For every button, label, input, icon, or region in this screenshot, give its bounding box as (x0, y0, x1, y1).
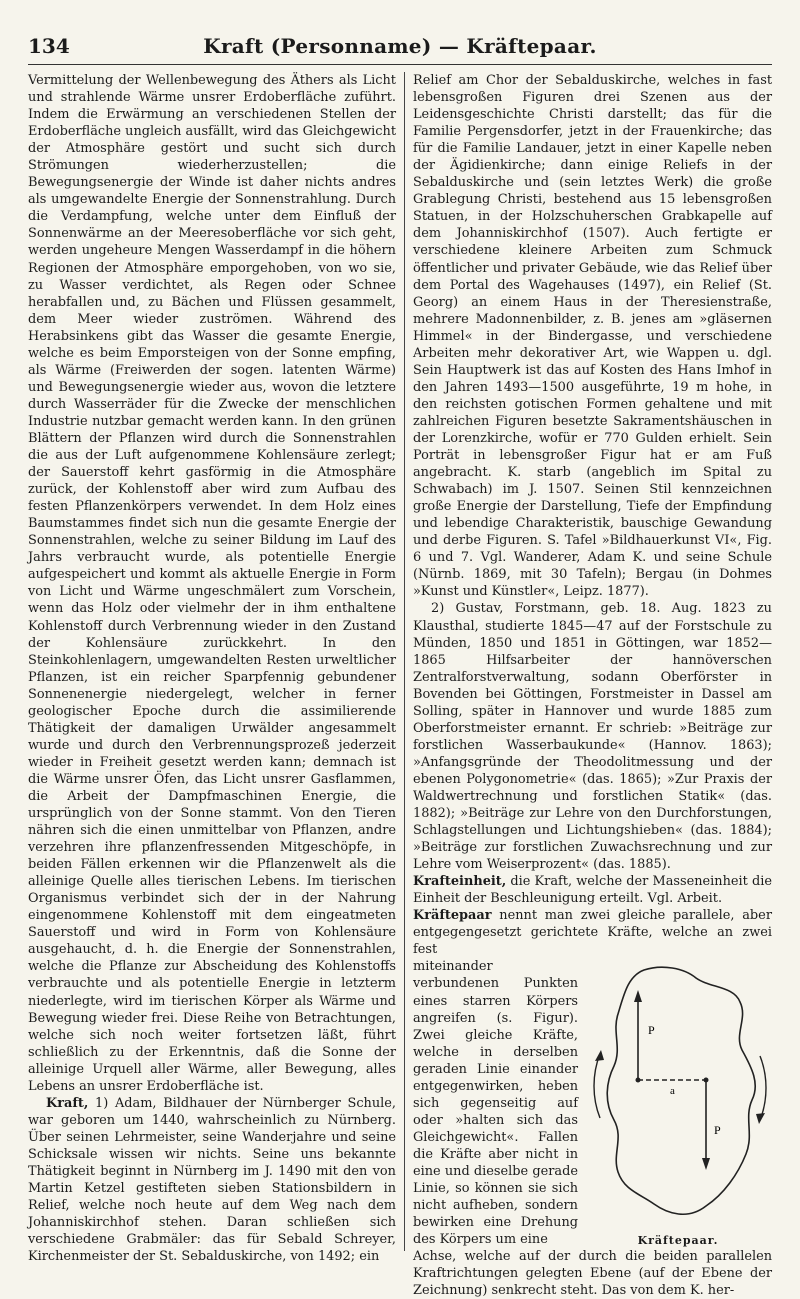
figure-caption: Kräftepaar. (637, 1234, 719, 1248)
krafteinheit-text: die Kraft, welche der Masseneinheit die Einheit der Beschleunigung erteilt. Vgl. Arbeit. (413, 874, 772, 907)
label-p-lower: P (714, 1123, 721, 1138)
left-column (28, 72, 396, 1265)
kraeftepaar-wrapped-text: miteinander verbundenen Punkten eines starren Körpers angreifen (s. Figur). Zwei gleiche Kräfte, welche in derselben geraden Linie einander entgegenwirken, heben sich gegenseitig auf oder »halten sich das Gleichgewicht«. Fallen die Kräfte aber nicht in eine und dieselbe gerade Linie, so können sie sich nicht aufheben, sondern bewirken eine Drehung des Körpers um eine (413, 959, 578, 1248)
point-lower (704, 1078, 709, 1083)
energy-paragraph: Vermittelung der Wellenbewegung des Äthers als Licht und strahlende Wärme unsrer Erdoberfläche zuführt. Indem die Erwärmung an verschiedenen Stellen der Erdoberfläche ungleich ausfällt, wird das Gleichgewicht der Atmosphäre gestört und sucht sich durch Strömungen wiederherzustellen; die Bewegungsenergie der Winde ist daher nichts andres als umgewandelte Energie der Sonnenstrahlung. Durch die Verdampfung, welche unter dem Einfluß der Sonnenwärme an der Meeresoberfläche vor sich geht, werden ungeheure Mengen Wasserdampf in die höhern Regionen der Atmosphäre emporgehoben, von wo sie, zu Wasser verdichtet, als Regen oder Schnee herabfallen und, zu Bächen und Flüssen gesammelt, dem Meer wieder zuströmen. Während des Herabsinkens gibt das Wasser die gesamte Energie, welche es beim Emporsteigen von der Sonne empfing, als Wärme (Freiwerden der sogen. latenten Wärme) und Bewegungsenergie wieder aus, wovon die letztere durch Wasserräder für die Zwecke der menschlichen Industrie nutzbar gemacht werden kann. In den grünen Blättern der Pflanzen wird durch die Sonnenstrahlen die aus der Luft aufgenommene Kohlensäure zerlegt; der Sauerstoff kehrt gasförmig in die Atmosphäre zurück, der Kohlenstoff aber wird zum Aufbau des festen Pflanzenkörpers verwendet. In dem Holz eines Baumstammes findet sich nun die gesamte Energie der Sonnenstrahlen, welche zu seiner Bildung im Lauf des Jahrs verbraucht wurde, als potentielle Energie aufgespeichert und kommt als aktuelle Energie in Form von Licht und Wärme ungeschmälert zum Vorschein, wenn das Holz oder vielmehr der in ihm enthaltene Kohlenstoff durch Verbrennung wieder in den Zustand der Kohlensäure zurückkehrt. In den Steinkohlenlagern, umgewandelten Resten urweltlicher Pflanzen, ist ein reicher Sparpfennig gebundener Sonnenenergie niedergelegt, welcher in ferner geologischer Epoche durch die assimilierende Thätigkeit der damaligen Urwälder angesammelt wurde und durch den Verbrennungsprozeß jederzeit wieder in Freiheit gesetzt werden kann; demnach ist die Wärme unsrer Öfen, das Licht unsrer Gasflammen, die Arbeit der Dampfmaschinen Energie, die ursprünglich von der Sonne stammt. Von den Tieren nähren sich die einen unmittelbar von Pflanzen, andre verzehren ihre pflanzenfressenden Mitgeschöpfe, in beiden Fällen erkennen wir die Pflanzenwelt als die alleinige Quelle alles tierischen Lebens. Im tierischen Organismus verbindet sich der in der Nahrung eingenommene Kohlenstoff mit dem eingeatmeten Sauerstoff und wird in Form von Kohlensäure ausgehaucht, d. h. die Energie der Sonnenstrahlen, welche die Pflanze zur Abscheidung des Kohlenstoffs verbrauchte und als potentielle Energie in letzterm niederlegte, wird im tierischen Körper als Wärme und Bewegung wieder frei. Diese Reihe von Betrachtungen, welche sich noch weiter fortsetzen läßt, führt schließlich zu der Erkenntnis, daß die Sonne der alleinige Urquell aller Wärme, aller Bewegung, alles Lebens an unsrer Erdoberfläche ist. (28, 73, 396, 1094)
label-a: a (670, 1085, 675, 1098)
force-p-upper-arrowhead (634, 990, 642, 1002)
kraeftepaar-diagram (584, 958, 772, 1230)
kraft-gustav-entry: 2) Gustav, Forstmann, geb. 18. Aug. 1823 zu Klausthal, studierte 1845—47 auf der Forstschule zu Münden, 1850 und 1851 in Göttingen, war 1852—1865 Hilfsarbeiter der hannöverschen Zentralforstverwaltung, sodann Oberförster in Bovenden bei Göttingen, Forstmeister in Dassel am Solling, später in Hannover und wurde 1885 zum Oberforstmeister ernannt. Er schrieb: »Beiträge zur forstlichen Wasserbaukunde« (Hannov. 1863); »Anfangsgründe der Theodolitmessung und der ebenen Polygonometrie« (das. 1865); »Zur Praxis der Waldwertrechnung und forstlichen Statik« (das. 1882); »Beiträge zur Lehre von den Durchforstungen, Schlagstellungen und Lichtungshieben« (das. 1884); »Beiträge zur forstlichen Zuwachsrechnung und zur Lehre vom Weiserprozent« (das. 1885). (413, 601, 772, 873)
kraft-adam-continued: Relief am Chor der Sebalduskirche, welches in fast lebensgroßen Figuren drei Szenen aus der Leidensgeschichte Christi darstellt; das für die Familie Pergensdorfer, jetzt in der Frauenkirche; das für die Familie Landauer, jetzt in einer Kapelle neben der Ägidienkirche; dann einige Reliefs in der Sebalduskirche und (sein letztes Werk) die große Grablegung Christi, bestehend aus 15 lebensgroßen Statuen, in der Holzschuherschen Grabkapelle auf dem Johanniskirchhof (1507). Auch fertigte er verschiedene kleinere Arbeiten zum Schmuck öffentlicher und privater Gebäude, wie das Relief über dem Portal des Wagehauses (1497), ein Relief (St. Georg) an einem Haus in der Theresienstraße, mehrere Madonnenbilder, z. B. jenes am »gläsernen Himmel« in der Bindergasse, und verschiedene Arbeiten mehr dekorativer Art, wie Wappen u. dgl. Sein Hauptwerk ist das auf Kosten des Hans Imhof in den Jahren 1493—1500 ausgeführte, 19 m hohe, in den reichsten gotischen Formen gehaltene und mit zahlreichen Figuren besetzte Sakramentshäuschen in der Lorenzkirche, wofür er 770 Gulden erhielt. Sein Porträt in lebensgroßer Figur hat er am Fuß angebracht. K. starb (angeblich im Spital zu Schwabach) im J. 1507. Seinen Stil kennzeichnen große Energie der Darstellung, Tiefe der Empfindung und lebendige Charakteristik, bauschige Gewandung und derbe Figuren. S. Tafel »Bildhauerkunst VI«, Fig. 6 und 7. Vgl. Wanderer, Adam K. und seine Schule (Nürnb. 1869, mit 30 Tafeln); Bergau (in Dohmes »Kunst und Künstler«, Leipz. 1877). (413, 73, 772, 600)
kraeftepaar-intro: nennt man zwei gleiche parallele, aber entgegengesetzt gerichtete Kräfte, welche an zwei fest (413, 908, 772, 958)
column-divider (404, 72, 405, 1251)
kraft-headword: Kraft, (46, 1095, 89, 1111)
label-p-upper: P (648, 1023, 655, 1038)
kraeftepaar-entry (413, 907, 772, 958)
rigid-body-outline (607, 968, 755, 1215)
krafteinheit-entry (413, 873, 772, 907)
kraeftepaar-figure-block (413, 958, 772, 1248)
page-number: 134 (28, 34, 70, 58)
kraeftepaar-tail: Achse, welche auf der durch die beiden parallelen Kraftrichtungen gelegten Ebene (auf der Ebene der Zeichnung) senkrecht steht. Das von dem K. her- (413, 1249, 772, 1299)
kraft-adam-text: 1) Adam, Bildhauer der Nürnberger Schule, war geboren um 1440, wahrscheinlich zu Nürnberg. Über seinen Lehrmeister, seine Wanderjahre und seine Schicksale wissen wir nichts. Seine uns bekannte Thätigkeit beginnt in Nürnberg im J. 1490 mit den von Martin Ketzel gestifteten sieben Stationsbildern in Relief, welche noch heute auf dem Weg nach dem Johanniskirchhof stehen. Daran schließen sich verschiedene Grabmäler: das für Sebald Schreyer, Kirchenmeister der St. Sebalduskirche, von 1492; ein (28, 1095, 396, 1265)
right-column (413, 72, 772, 1299)
rotation-arrow-right (760, 1056, 766, 1120)
kraeftepaar-headword: Kräftepaar (413, 908, 492, 924)
point-upper (636, 1078, 641, 1083)
kraft-entry (28, 1095, 396, 1265)
page-title: Kraft (Personname) — Kräftepaar. (203, 34, 597, 58)
rotation-arrow-right-head (756, 1113, 765, 1124)
kraeftepaar-figure (584, 958, 772, 1252)
krafteinheit-headword: Krafteinheit, (413, 874, 507, 890)
rotation-arrow-left (594, 1054, 600, 1118)
force-p-lower-arrowhead (702, 1158, 710, 1170)
header-rule (28, 64, 772, 65)
page-header (28, 34, 772, 68)
rotation-arrow-left-head (595, 1050, 604, 1061)
